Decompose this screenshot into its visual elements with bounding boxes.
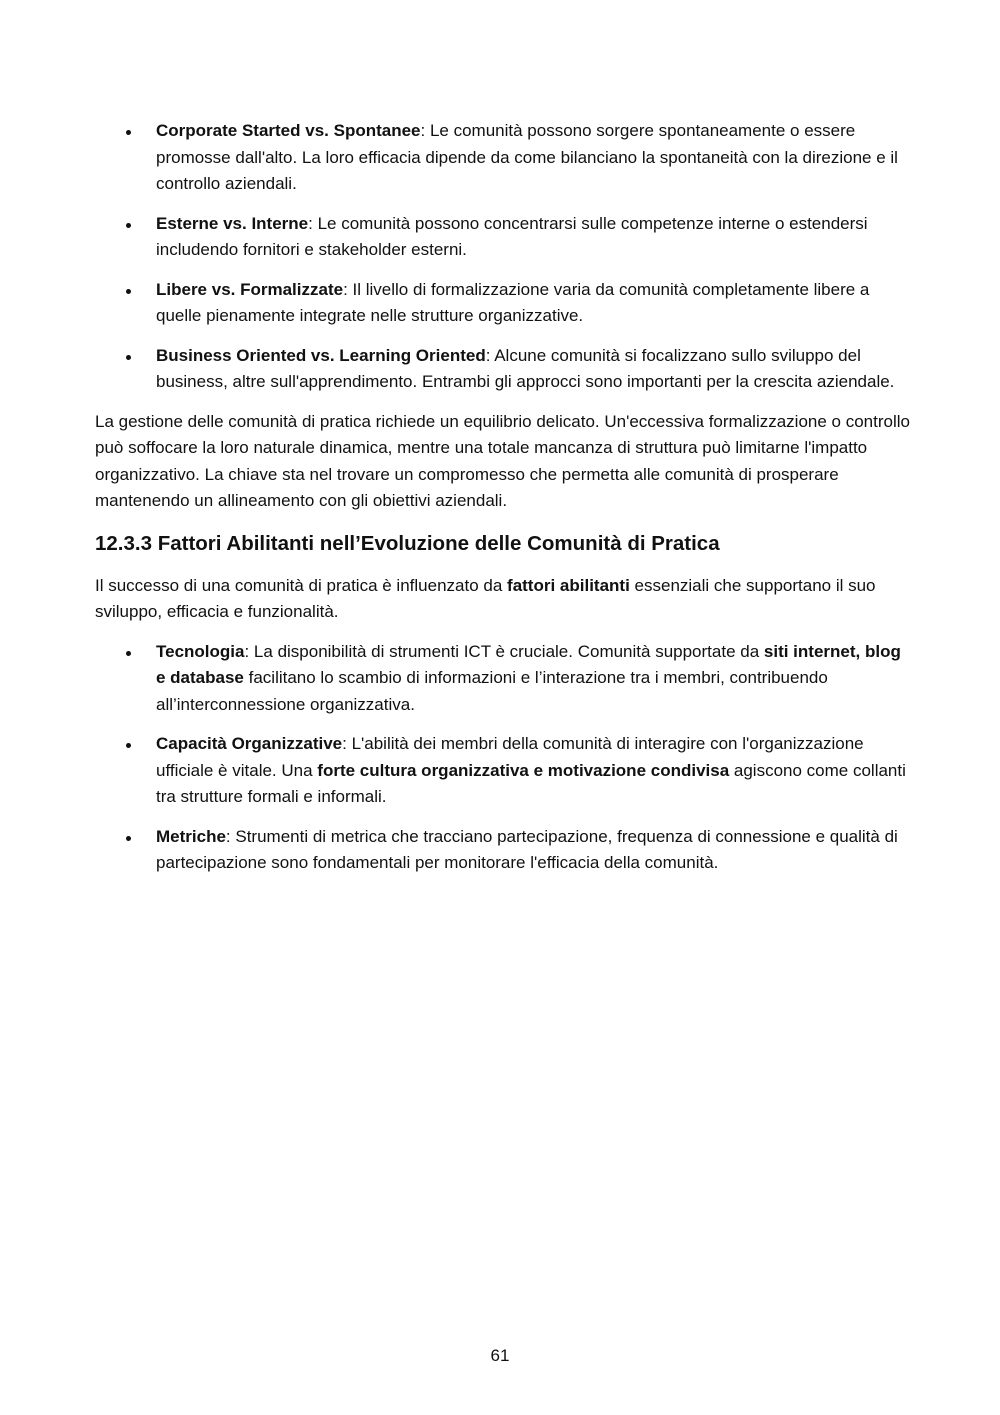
list-item	[95, 343, 910, 396]
page-number: 61	[490, 1346, 510, 1365]
list-item-text: : L'abilità dei membri della comunità di interagire con l'organizzazione ufficiale è vitale. Una	[156, 734, 864, 780]
list-item-term: Corporate Started vs. Spontanee	[156, 121, 421, 140]
list-item	[95, 277, 910, 330]
list-item-emphasis: siti internet, blog e database	[156, 641, 901, 687]
list-item-text: : La disponibilità di strumenti ICT è cruciale. Comunità supportate da	[244, 641, 764, 661]
list-item	[95, 639, 910, 719]
list-item	[95, 118, 910, 198]
list-item-text: agiscono come collanti tra strutture formali e informali.	[156, 760, 906, 806]
list-item-text: : Strumenti di metrica che tracciano partecipazione, frequenza di connessione e qualità di partecipazione sono fondamentali per monitorare l'efficacia della comunità.	[156, 826, 898, 872]
section-heading: 12.3.3 Fattori Abilitanti nell’Evoluzione delle Comunità di Pratica	[95, 531, 720, 555]
bullet-icon	[126, 355, 131, 360]
typology-list	[95, 118, 910, 396]
list-item-text: : Alcune comunità si focalizzano sullo sviluppo del business, altre sull'apprendimento. Entrambi gli approcci sono importanti per la crescita aziendale.	[156, 345, 895, 391]
bullet-icon	[126, 223, 131, 228]
bullet-icon	[126, 651, 131, 656]
list-item-text: : Il livello di formalizzazione varia da comunità completamente libere a quelle pienamente integrate nelle strutture organizzative.	[156, 279, 870, 325]
list-item-emphasis: forte cultura organizzativa e motivazione condivisa	[317, 760, 730, 780]
bullet-icon	[126, 289, 131, 294]
list-item-term: Esterne vs. Interne	[156, 213, 309, 233]
intro-bold: fattori abilitanti	[507, 575, 630, 595]
list-item-text: : Le comunità possono sorgere spontaneamente o essere promosse dall'alto. La loro efficacia dipende da come bilanciano la spontaneità con la direzione e il controllo aziendali.	[156, 121, 898, 193]
intro-paragraph	[95, 573, 910, 626]
list-item-term: Business Oriented vs. Learning Oriented	[156, 345, 486, 365]
list-item-term: Metriche	[156, 826, 226, 846]
list-item-term: Libere vs. Formalizzate	[156, 279, 344, 299]
list-item-term: Capacità Organizzative	[156, 734, 343, 753]
bullet-icon	[126, 130, 131, 135]
list-item-term: Tecnologia	[156, 641, 245, 661]
list-item-text: facilitano lo scambio di informazioni e l’interazione tra i membri, contribuendo all’interconnessione organizzativa.	[156, 668, 828, 714]
enablers-list	[95, 639, 910, 877]
intro-text: essenziali che supportano il suo sviluppo, efficacia e funzionalità.	[95, 575, 876, 621]
list-item-text: : Le comunità possono concentrarsi sulle competenze interne o estendersi includendo fornitori e stakeholder esterni.	[156, 213, 868, 259]
list-item	[95, 731, 910, 811]
intro-text: Il successo di una comunità di pratica è influenzato da	[95, 575, 508, 595]
list-item	[95, 211, 910, 264]
body-paragraph: La gestione delle comunità di pratica richiede un equilibrio delicato. Un'eccessiva formalizzazione o controllo può soffocare la loro naturale dinamica, mentre una totale mancanza di struttura può limitarne l'impatto organizzativo. La chiave sta nel trovare un compromesso che permetta alle comunità di prosperare mantenendo un allineamento con gli obiettivi aziendali.	[95, 411, 910, 510]
document-body	[95, 118, 910, 890]
list-item	[95, 824, 910, 877]
bullet-icon	[126, 836, 131, 841]
bullet-icon	[126, 743, 131, 748]
